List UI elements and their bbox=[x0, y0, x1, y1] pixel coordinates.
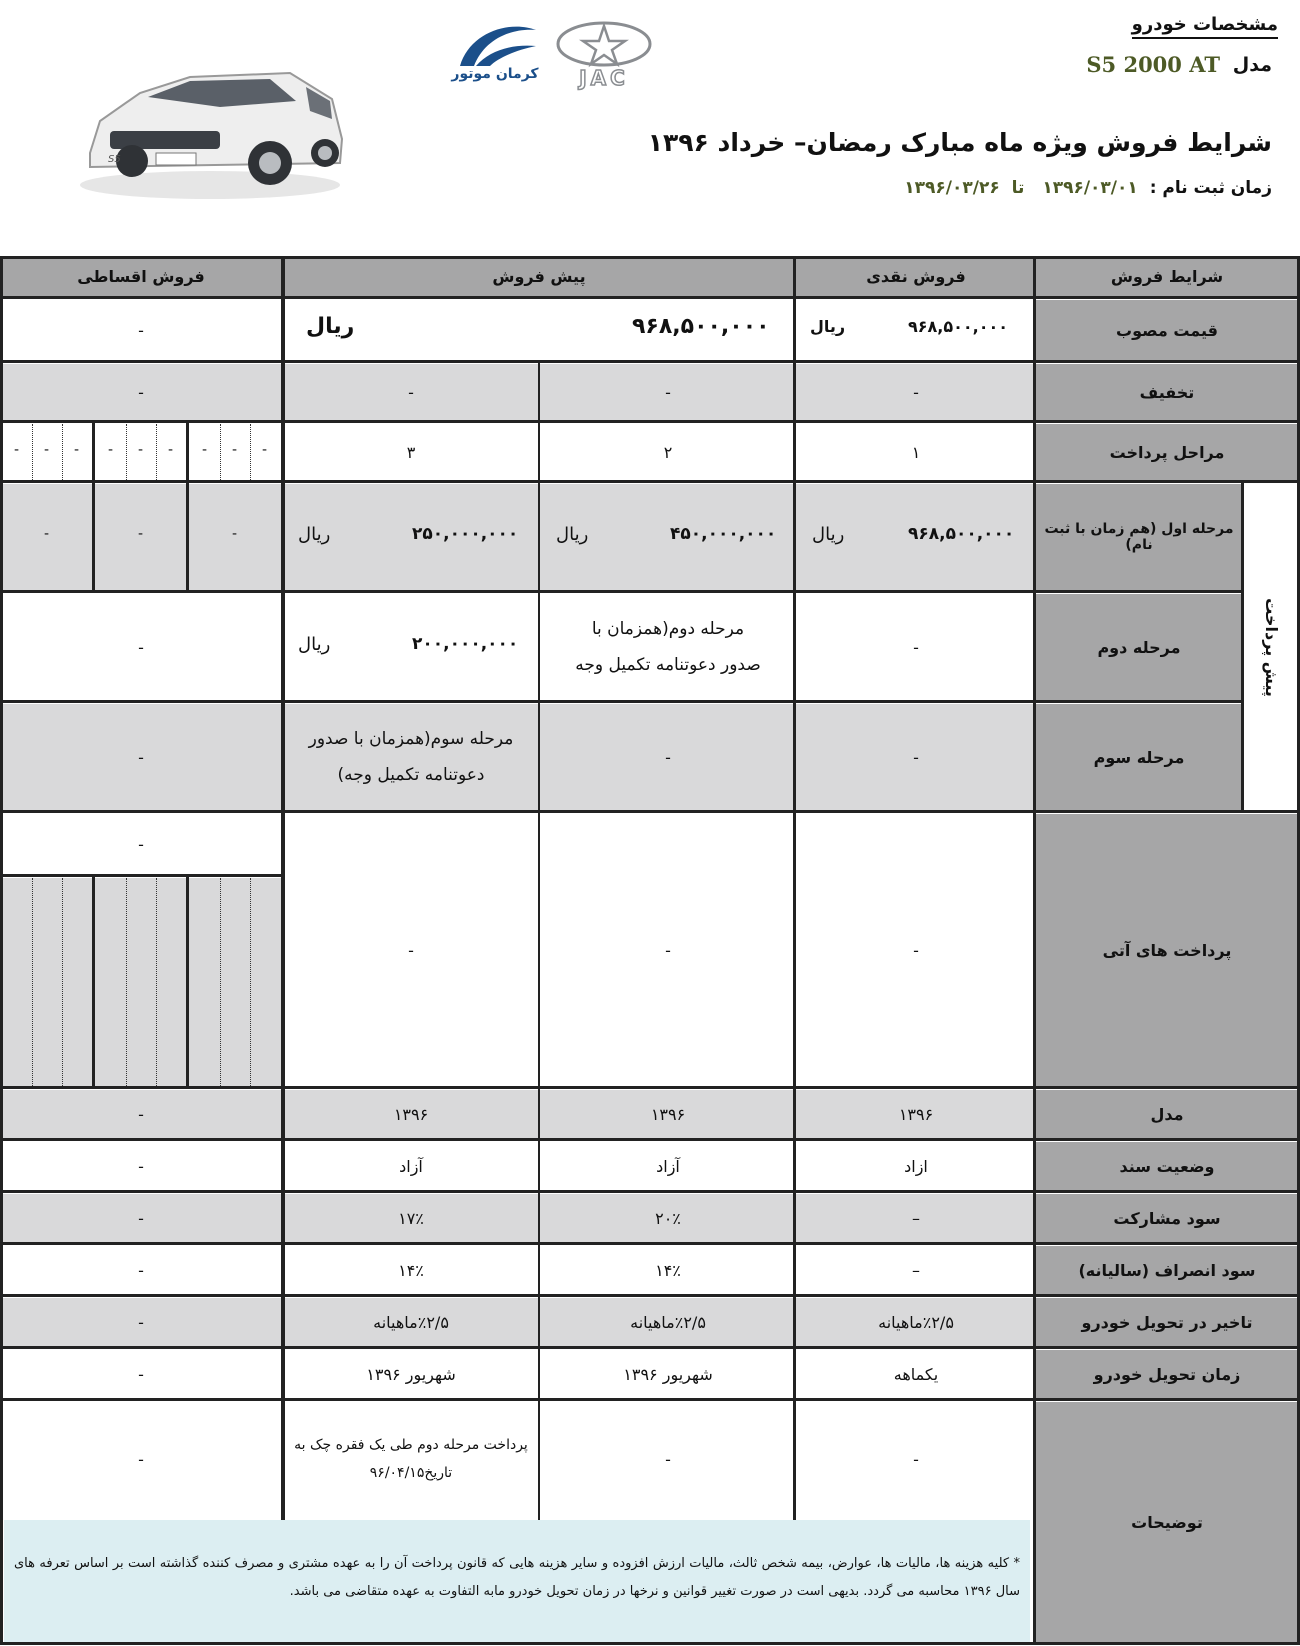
row-label-stages: مراحل پرداخت bbox=[1036, 424, 1298, 480]
footnote: * کلیه هزینه ها، مالیات ها، عوارض، بیمه شخص ثالث، مالیات ارزش افزوده و سایر هزینه هایی که قانون پرداخت آن را به عهده مشتری و مصرف کننده گذاشته است بر اساس تعرفه های سال ۱۳۹۶ محاسبه می گردد. بدیهی است در صورت تغییر قوانین و نرخها در زمان تحویل خودرو مابه التفاوت به عهده متقاضی می باشد. bbox=[4, 1520, 1030, 1642]
price-cash-cell bbox=[796, 300, 1036, 360]
second-presale3-value: ۲۰۰,۰۰۰,۰۰۰ bbox=[412, 634, 519, 654]
row-label-discount: تخفیف bbox=[1036, 364, 1298, 420]
first-presale2-cell bbox=[540, 484, 796, 590]
cancel-presale2-cell: ۱۴٪ bbox=[540, 1246, 796, 1294]
first-presale2-unit: ریال bbox=[556, 524, 589, 545]
row-label-third: مرحله سوم bbox=[1036, 704, 1242, 810]
row-label-second: مرحله دوم bbox=[1036, 594, 1242, 700]
stages-installment-cell bbox=[0, 424, 282, 480]
first-installment-cell bbox=[0, 484, 282, 590]
third-presale2-cell: - bbox=[540, 704, 796, 810]
column-header-installment: فروش اقساطی bbox=[0, 256, 282, 296]
discount-cash-cell: - bbox=[796, 364, 1036, 420]
delay-installment-cell: - bbox=[0, 1298, 282, 1346]
reg-from: ۱۳۹۶/۰۳/۰۱ bbox=[1042, 178, 1138, 198]
cancel-installment-cell: - bbox=[0, 1246, 282, 1294]
row-label-first: مرحله اول (هم زمان با ثبت نام) bbox=[1036, 484, 1242, 590]
first-presale3-unit: ریال bbox=[298, 524, 331, 545]
stages-presale3-cell: ۳ bbox=[282, 424, 540, 480]
price-presale-value: ۹۶۸,۵۰۰,۰۰۰ bbox=[632, 314, 770, 339]
future-presale2-cell: - bbox=[540, 814, 796, 1086]
kerman-motor-logo bbox=[450, 20, 540, 90]
notes-installment-cell: - bbox=[0, 1402, 282, 1516]
installment-stage-dash: - bbox=[262, 442, 268, 458]
delay-cash-cell: ٪۲/۵ماهیانه bbox=[796, 1298, 1036, 1346]
model-presale2-cell: ۱۳۹۶ bbox=[540, 1090, 796, 1138]
future-installment-top-cell: - bbox=[0, 814, 282, 874]
discount-presale3-cell: - bbox=[282, 364, 540, 420]
model-presale3-cell: ۱۳۹۶ bbox=[282, 1090, 540, 1138]
row-label-notes: توضیحات bbox=[1036, 1402, 1298, 1642]
installment-stage-dash: - bbox=[44, 442, 50, 458]
delay-presale3-cell: ٪۲/۵ماهیانه bbox=[282, 1298, 540, 1346]
second-presale3-unit: ریال bbox=[298, 634, 331, 655]
notes-presale2-cell: - bbox=[540, 1402, 796, 1516]
cancel-presale3-cell: ۱۴٪ bbox=[282, 1246, 540, 1294]
stages-cash-cell: ۱ bbox=[796, 424, 1036, 480]
model-value: S5 2000 AT bbox=[1086, 52, 1220, 77]
row-label-model: مدل bbox=[1036, 1090, 1298, 1138]
price-cash-value: ۹۶۸,۵۰۰,۰۰۰ bbox=[908, 317, 1009, 336]
delivery-cash-cell: یکماهه bbox=[796, 1350, 1036, 1398]
installment-stage-dash: - bbox=[108, 442, 114, 458]
kerman-motor-text: کرمان موتور bbox=[451, 66, 539, 82]
row-label-cancel: سود انصراف (سالیانه) bbox=[1036, 1246, 1298, 1294]
reg-to: ۱۳۹۶/۰۳/۲۶ bbox=[904, 178, 1000, 198]
cancel-cash-cell: – bbox=[796, 1246, 1036, 1294]
profit-cash-cell: – bbox=[796, 1194, 1036, 1242]
second-cash-cell: - bbox=[796, 594, 1036, 700]
jac-text: JAC bbox=[579, 66, 629, 90]
installment-stage-dash: - bbox=[74, 442, 80, 458]
installment-stage-dash: - bbox=[168, 442, 174, 458]
notes-presale3-cell: پرداخت مرحله دوم طی یک فقره چک به تاریخ۹۶/۰۴/۱۵ bbox=[282, 1402, 540, 1516]
first-cash-cell bbox=[796, 484, 1036, 590]
side-label-text: پیش پرداخت bbox=[1261, 597, 1281, 697]
reg-label: زمان ثبت نام : bbox=[1149, 178, 1272, 198]
row-label-price: قیمت مصوب bbox=[1036, 300, 1298, 360]
registration-period bbox=[904, 178, 1272, 198]
installment-first-dash: - bbox=[138, 526, 144, 542]
column-header-cash: فروش نقدی bbox=[796, 256, 1036, 296]
second-presale2-cell: مرحله دوم(همزمان با صدور دعوتنامه تکمیل وجه bbox=[540, 594, 796, 700]
profit-presale2-cell: ۲۰٪ bbox=[540, 1194, 796, 1242]
second-installment-cell: - bbox=[0, 594, 282, 700]
delivery-installment-cell: - bbox=[0, 1350, 282, 1398]
installment-stage-dash: - bbox=[202, 442, 208, 458]
price-installment-cell: - bbox=[0, 300, 282, 360]
first-presale3-value: ۲۵۰,۰۰۰,۰۰۰ bbox=[412, 524, 519, 544]
first-cash-unit: ریال bbox=[812, 524, 845, 545]
delivery-presale2-cell: شهریور ۱۳۹۶ bbox=[540, 1350, 796, 1398]
third-installment-cell: - bbox=[0, 704, 282, 810]
price-cash-unit: ریال bbox=[810, 317, 846, 336]
doc-presale3-cell: آزاد bbox=[282, 1142, 540, 1190]
first-presale2-value: ۴۵۰,۰۰۰,۰۰۰ bbox=[670, 524, 777, 544]
side-label-prepayment bbox=[1244, 484, 1298, 810]
row-label-delay: تاخیر در تحویل خودرو bbox=[1036, 1298, 1298, 1346]
car-image bbox=[70, 35, 350, 205]
future-cash-cell: - bbox=[796, 814, 1036, 1086]
model-cash-cell: ۱۳۹۶ bbox=[796, 1090, 1036, 1138]
delivery-presale3-cell: شهریور ۱۳۹۶ bbox=[282, 1350, 540, 1398]
specs-title: مشخصات خودرو bbox=[1132, 14, 1278, 39]
reg-to-word: تا bbox=[1011, 178, 1025, 198]
installment-first-dash: - bbox=[44, 526, 50, 542]
row-label-delivery: زمان تحویل خودرو bbox=[1036, 1350, 1298, 1398]
doc-installment-cell: - bbox=[0, 1142, 282, 1190]
delay-presale2-cell: ٪۲/۵ماهیانه bbox=[540, 1298, 796, 1346]
column-header-presale: پیش فروش bbox=[282, 256, 796, 296]
model-label: مدل bbox=[1232, 54, 1272, 76]
discount-installment-cell: - bbox=[0, 364, 282, 420]
installment-stage-dash: - bbox=[232, 442, 238, 458]
row-label-doc: وضعیت سند bbox=[1036, 1142, 1298, 1190]
discount-presale2-cell: - bbox=[540, 364, 796, 420]
doc-presale2-cell: آزاد bbox=[540, 1142, 796, 1190]
installment-first-dash: - bbox=[232, 526, 238, 542]
first-presale3-cell bbox=[282, 484, 540, 590]
second-presale3-cell bbox=[282, 594, 540, 700]
installment-stage-dash: - bbox=[14, 442, 20, 458]
installment-stage-dash: - bbox=[138, 442, 144, 458]
profit-installment-cell: - bbox=[0, 1194, 282, 1242]
row-label-profit: سود مشارکت bbox=[1036, 1194, 1298, 1242]
row-label-future: پرداخت های آتی bbox=[1036, 814, 1298, 1086]
price-presale-cell bbox=[282, 300, 796, 360]
third-cash-cell: - bbox=[796, 704, 1036, 810]
third-presale3-cell: مرحله سوم(همزمان با صدور دعوتنامه تکمیل وجه) bbox=[282, 704, 540, 810]
future-presale3-cell: - bbox=[282, 814, 540, 1086]
doc-cash-cell: ازاد bbox=[796, 1142, 1036, 1190]
first-cash-value: ۹۶۸,۵۰۰,۰۰۰ bbox=[908, 524, 1015, 544]
column-header-conditions: شرایط فروش bbox=[1036, 256, 1298, 296]
jac-logo bbox=[554, 20, 654, 90]
conditions-table bbox=[0, 256, 1300, 1646]
offer-title: شرایط فروش ویژه ماه مبارک رمضان– خرداد ۱۳۹۶ bbox=[647, 128, 1272, 157]
notes-cash-cell: - bbox=[796, 1402, 1036, 1516]
car-badge: S5 bbox=[108, 154, 121, 165]
stages-presale2-cell: ۲ bbox=[540, 424, 796, 480]
profit-presale3-cell: ۱۷٪ bbox=[282, 1194, 540, 1242]
future-installment-grid-cell bbox=[0, 878, 282, 1086]
model-installment-cell: - bbox=[0, 1090, 282, 1138]
price-presale-unit: ریال bbox=[306, 314, 355, 339]
